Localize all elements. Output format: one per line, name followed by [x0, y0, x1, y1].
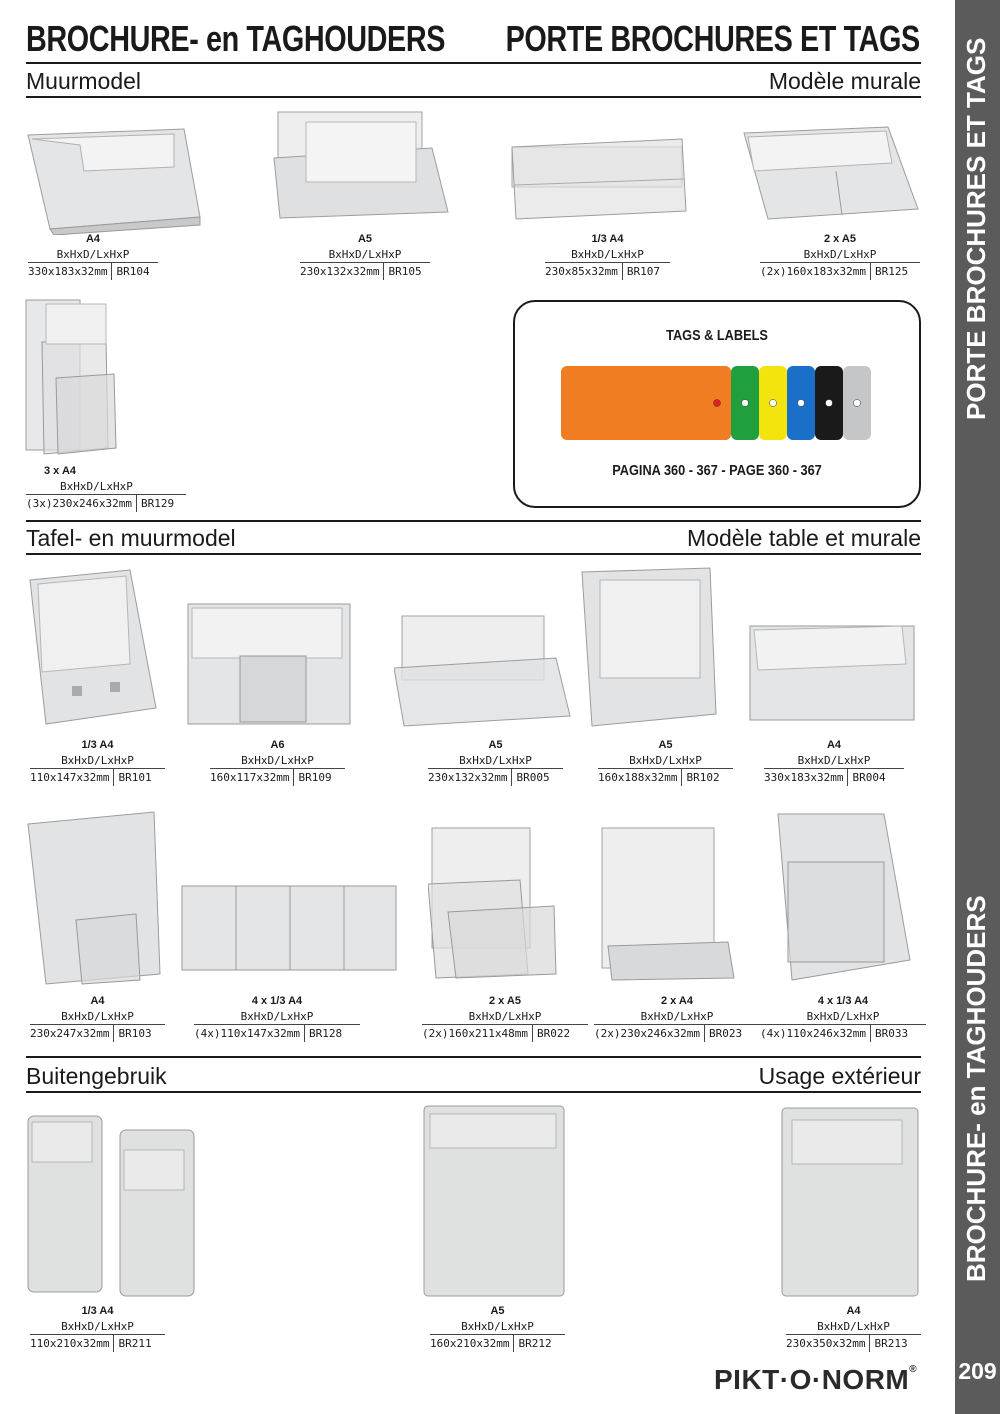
product-code: BR128 — [308, 1027, 343, 1040]
product-image-br004 — [748, 620, 924, 732]
product-spec — [598, 739, 733, 786]
product-image-br023 — [598, 826, 738, 982]
product-dimensions: (4x)110x246x32mm — [760, 1025, 871, 1042]
product-dimensions: 330x183x32mm — [764, 769, 848, 786]
product-format: 1/3 A4 — [591, 233, 624, 245]
spec-header: BxHxD/LxHxP — [61, 754, 134, 767]
product-format: 2 x A4 — [660, 995, 693, 1007]
tag-hole — [854, 400, 861, 407]
sidebar-text-french: PORTE BROCHURES ET TAGS — [961, 37, 991, 420]
product-code: BR104 — [116, 265, 150, 278]
product-format: A4 — [85, 233, 101, 245]
product-spec — [300, 233, 430, 280]
product-code: BR023 — [708, 1027, 743, 1040]
page-title-french: PORTE BROCHURES ET TAGS — [505, 18, 920, 59]
spec-header: BxHxD/LxHxP — [803, 248, 877, 261]
spec-header: BxHxD/LxHxP — [61, 1010, 134, 1023]
spec-header: BxHxD/LxHxP — [797, 754, 871, 767]
product-format: A6 — [270, 739, 285, 751]
product-code: BR213 — [874, 1337, 908, 1350]
spec-header: BxHxD/LxHxP — [459, 754, 532, 767]
section-outdoor-fr: Usage extérieur — [758, 1063, 921, 1089]
product-code: BR033 — [874, 1027, 909, 1040]
product-image-br101 — [26, 568, 166, 728]
product-format: 2 x A5 — [488, 995, 521, 1007]
product-spec — [30, 739, 165, 786]
product-spec — [210, 739, 345, 786]
product-spec — [30, 995, 165, 1042]
tag-hole — [826, 400, 833, 407]
product-format: A4 — [846, 1305, 861, 1317]
brand-logo-text: PIKT·O·NORM — [714, 1364, 910, 1395]
product-code: BR125 — [874, 265, 909, 278]
section-divider — [26, 96, 921, 98]
product-spec — [28, 233, 158, 280]
spec-header: BxHxD/LxHxP — [571, 248, 644, 261]
product-spec — [786, 1305, 921, 1352]
product-dimensions: 230x85x32mm — [545, 263, 623, 280]
tag-swatch — [561, 366, 731, 440]
product-spec — [594, 995, 760, 1042]
product-spec — [545, 233, 670, 280]
product-format: A5 — [357, 233, 373, 245]
product-code: BR102 — [686, 771, 720, 784]
product-spec — [760, 233, 920, 280]
product-dimensions: (2x)160x211x48mm — [422, 1025, 533, 1042]
spec-header: BxHxD/LxHxP — [806, 1010, 880, 1023]
product-format: 2 x A5 — [823, 233, 856, 245]
product-image-br109 — [186, 596, 356, 736]
tags-labels-box — [513, 300, 921, 508]
product-spec — [428, 739, 563, 786]
product-code: BR212 — [518, 1337, 552, 1350]
product-image-br005 — [394, 612, 574, 732]
sidebar-band — [955, 0, 1000, 1414]
spec-header: BxHxD/LxHxP — [60, 480, 133, 493]
tag-hole — [798, 400, 805, 407]
product-format: 4 x 1/3 A4 — [817, 995, 869, 1007]
product-code: BR129 — [140, 497, 175, 510]
product-format: 4 x 1/3 A4 — [251, 995, 303, 1007]
spec-header: BxHxD/LxHxP — [240, 1010, 314, 1023]
section-divider — [26, 520, 921, 522]
product-image-br105 — [272, 108, 452, 223]
product-spec — [764, 739, 904, 786]
product-format: 1/3 A4 — [81, 1305, 114, 1317]
section-table-wall-fr: Modèle table et murale — [687, 525, 921, 551]
sidebar-text-dutch: BROCHURE- en TAGHOUDERS — [961, 895, 991, 1282]
product-format: 3 x A4 — [44, 465, 77, 477]
product-format: 1/3 A4 — [81, 739, 114, 751]
spec-header: BxHxD/LxHxP — [56, 248, 130, 261]
product-dimensions: 330x183x32mm — [28, 263, 112, 280]
section-divider — [26, 1091, 921, 1093]
product-image-br213 — [778, 1104, 924, 1300]
product-code: BR107 — [626, 265, 660, 278]
product-spec — [430, 1305, 565, 1352]
spec-header: BxHxD/LxHxP — [468, 1010, 542, 1023]
product-image-br129 — [22, 298, 122, 460]
product-spec — [26, 465, 186, 512]
product-image-br212 — [420, 1104, 570, 1300]
product-image-br128 — [180, 876, 402, 976]
product-image-br102 — [580, 566, 730, 730]
product-code: BR004 — [852, 771, 886, 784]
product-format: A4 — [90, 995, 105, 1007]
section-divider — [26, 553, 921, 555]
product-image-br211 — [24, 1110, 204, 1300]
header-divider — [26, 62, 921, 64]
product-spec — [194, 995, 360, 1042]
product-format: A5 — [488, 739, 503, 751]
spec-header: BxHxD/LxHxP — [817, 1320, 890, 1333]
section-outdoor-nl: Buitengebruik — [26, 1063, 167, 1089]
product-code: BR022 — [536, 1027, 571, 1040]
tags-labels-pages: PAGINA 360 - 367 - PAGE 360 - 367 — [612, 462, 822, 479]
spec-header: BxHxD/LxHxP — [640, 1010, 714, 1023]
product-code: BR211 — [118, 1337, 152, 1350]
product-image-br103 — [26, 810, 166, 986]
product-image-br125 — [742, 123, 922, 223]
product-dimensions: 160x188x32mm — [598, 769, 682, 786]
product-format: A5 — [490, 1305, 505, 1317]
section-table-wall-nl: Tafel- en muurmodel — [26, 525, 236, 551]
product-dimensions: (3x)230x246x32mm — [26, 495, 137, 512]
product-dimensions: 230x350x32mm — [786, 1335, 870, 1352]
section-divider — [26, 1056, 921, 1058]
section-wall-fr: Modèle murale — [768, 68, 921, 94]
tag-hole — [742, 400, 749, 407]
product-code: BR101 — [118, 771, 152, 784]
brand-logo — [714, 1364, 917, 1396]
registered-mark: ® — [909, 1364, 918, 1375]
section-wall-nl: Muurmodel — [26, 68, 142, 94]
tag-hole — [714, 400, 721, 407]
product-dimensions: 110x210x32mm — [30, 1335, 114, 1352]
product-image-br104 — [24, 125, 204, 235]
product-image-br107 — [510, 135, 690, 225]
spec-header: BxHxD/LxHxP — [61, 1320, 134, 1333]
product-code: BR005 — [516, 771, 550, 784]
product-dimensions: 230x132x32mm — [428, 769, 512, 786]
spec-header: BxHxD/LxHxP — [629, 754, 702, 767]
product-format: A5 — [658, 739, 673, 751]
product-format: A4 — [826, 739, 842, 751]
product-dimensions: 230x247x32mm — [30, 1025, 114, 1042]
tags-labels-title: TAGS & LABELS — [666, 327, 768, 344]
product-dimensions: (4x)110x147x32mm — [194, 1025, 305, 1042]
product-image-br033 — [774, 812, 914, 984]
spec-header: BxHxD/LxHxP — [241, 754, 314, 767]
product-code: BR105 — [388, 265, 422, 278]
product-spec — [422, 995, 588, 1042]
tag-hole — [770, 400, 777, 407]
spec-header: BxHxD/LxHxP — [461, 1320, 534, 1333]
product-image-br022 — [428, 826, 560, 982]
product-dimensions: (2x)160x183x32mm — [760, 263, 871, 280]
page-title-dutch: BROCHURE- en TAGHOUDERS — [26, 18, 446, 59]
spec-header: BxHxD/LxHxP — [328, 248, 402, 261]
product-dimensions: 230x132x32mm — [300, 263, 384, 280]
product-dimensions: 160x117x32mm — [210, 769, 294, 786]
product-code: BR109 — [298, 771, 332, 784]
product-spec — [30, 1305, 165, 1352]
product-dimensions: (2x)230x246x32mm — [594, 1025, 705, 1042]
product-dimensions: 160x210x32mm — [430, 1335, 514, 1352]
product-dimensions: 110x147x32mm — [30, 769, 114, 786]
product-code: BR103 — [118, 1027, 152, 1040]
page-number: 209 — [958, 1358, 997, 1384]
tags-illustration — [559, 364, 871, 442]
product-spec — [760, 995, 926, 1042]
